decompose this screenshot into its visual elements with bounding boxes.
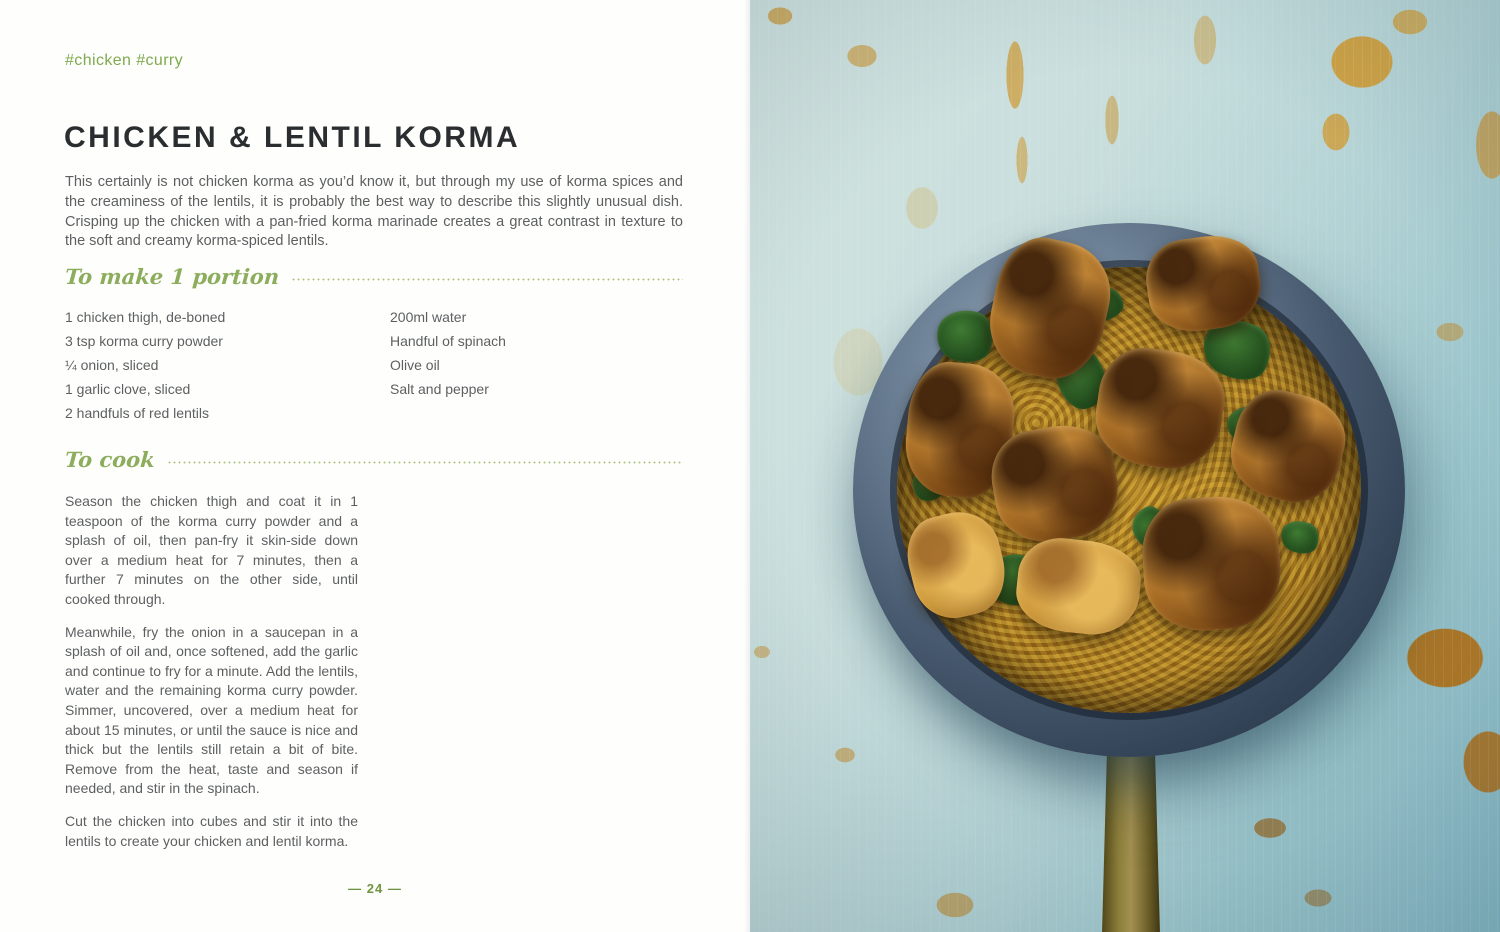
ingredients-column-1 bbox=[65, 305, 225, 425]
food-photo bbox=[750, 0, 1500, 932]
method-steps bbox=[65, 492, 358, 864]
frying-pan bbox=[853, 223, 1405, 757]
portion-heading-text: To make 1 portion bbox=[64, 264, 281, 289]
ingredients-column-2 bbox=[390, 305, 506, 401]
cook-heading-text: To cook bbox=[64, 447, 156, 472]
ingredient-item: Olive oil bbox=[390, 357, 440, 373]
recipe-title: CHICKEN & LENTIL KORMA bbox=[64, 121, 521, 154]
pan-handle bbox=[1102, 742, 1160, 932]
ingredient-item: Salt and pepper bbox=[390, 381, 489, 397]
ingredient-item: 1 garlic clove, sliced bbox=[65, 381, 191, 397]
page-number: — 24 — bbox=[348, 881, 402, 896]
cook-section-heading bbox=[65, 447, 683, 472]
dotted-leader bbox=[291, 278, 683, 281]
ingredient-item: 200ml water bbox=[390, 309, 467, 325]
ingredient-item: Handful of spinach bbox=[390, 333, 506, 349]
ingredient-item: 3 tsp korma curry powder bbox=[65, 333, 223, 349]
portion-section-heading bbox=[65, 264, 683, 289]
recipe-intro: This certainly is not chicken korma as you’d know it, but through my use of korma spices and the creaminess of the lentils, it is probably the best way to describe this slightly unusual dish. Crisping up the chicken with a pan-fried korma marinade creates a great contrast in texture to the soft and creamy korma-spiced lentils. bbox=[65, 174, 683, 250]
hashtags: #chicken #curry bbox=[65, 52, 184, 69]
method-step: Meanwhile, fry the onion in a saucepan in a splash of oil and, once softened, add the garlic and continue to fry for a minute. Add the lentils, water and the remaining korma curry powder. Simmer, uncovered, over a medium heat for about 15 minutes, or until the sauce is nice and thick but the lentils still retain a bit of bite. Remove from the heat, taste and season if needed, and stir in the spinach. bbox=[65, 623, 358, 797]
ingredient-item: 1 chicken thigh, de-boned bbox=[65, 309, 226, 325]
ingredient-item: ¼ onion, sliced bbox=[65, 357, 159, 373]
ingredient-item: 2 handfuls of red lentils bbox=[65, 405, 209, 421]
method-step: Cut the chicken into cubes and stir it into the lentils to create your chicken and lentil korma. bbox=[65, 812, 358, 849]
method-step: Season the chicken thigh and coat it in 1 teaspoon of the korma curry powder and a splash of oil, then pan-fry it skin-side down over a medium heat for 7 minutes, then a further 7 minutes on the other side, until cooked through. bbox=[65, 493, 358, 607]
chicken-piece bbox=[1139, 492, 1285, 634]
dotted-leader bbox=[167, 461, 683, 464]
